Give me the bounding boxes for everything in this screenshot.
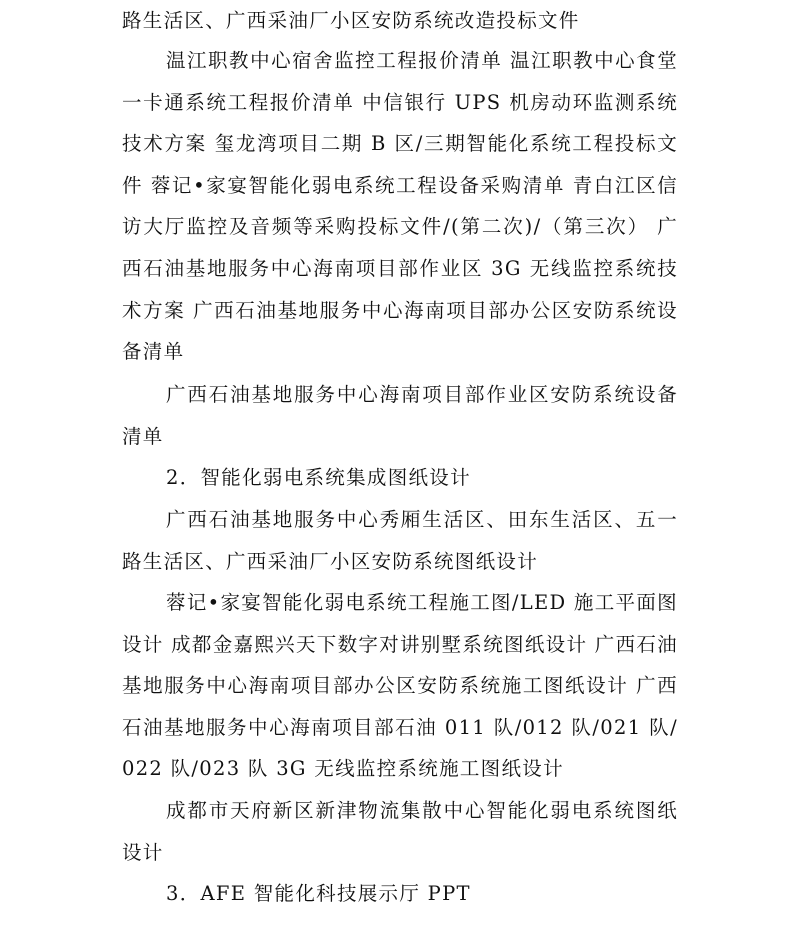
paragraph-drawing-design-3: 成都市天府新区新津物流集散中心智能化弱电系统图纸设计	[122, 799, 678, 864]
paragraph-projects-list: 温江职教中心宿舍监控工程报价清单 温江职教中心食堂一卡通系统工程报价清单 中信银行 UPS 机房动环监测系统技术方案 玺龙湾项目二期 B 区/三期智能化系统工程投标文件 蓉记•家宴智能化弱电系统工程设备采购清单 青白江区信访大厅监控及音频等采购投标文件/(第二次)/（第三次） 广西石油基地服务中心海南项目部作业区 3G 无线监控系统技术方案 广西石油基地服务中心海南项目部办公区安防系统设备清单	[122, 49, 678, 364]
paragraph-drawing-design-1: 广西石油基地服务中心秀厢生活区、田东生活区、五一路生活区、广西采油厂小区安防系统图纸设计	[122, 508, 678, 573]
paragraph-drawing-design-2: 蓉记•家宴智能化弱电系统工程施工图/LED 施工平面图设计 成都金嘉熙兴天下数字对讲别墅系统图纸设计 广西石油基地服务中心海南项目部办公区安防系统施工图纸设计 广西石油基地服务中心海南项目部石油 011 队/012 队/021 队/022 队/023 队 3G 无线监控系统施工图纸设计	[122, 591, 678, 781]
paragraph-continued: 路生活区、广西采油厂小区安防系统改造投标文件	[122, 9, 580, 32]
section-heading-2: 2．智能化弱电系统集成图纸设计	[166, 466, 471, 489]
section-heading-3: 3．AFE 智能化科技展示厅 PPT	[166, 882, 471, 905]
paragraph-equipment-list: 广西石油基地服务中心海南项目部作业区安防系统设备清单	[122, 383, 678, 448]
